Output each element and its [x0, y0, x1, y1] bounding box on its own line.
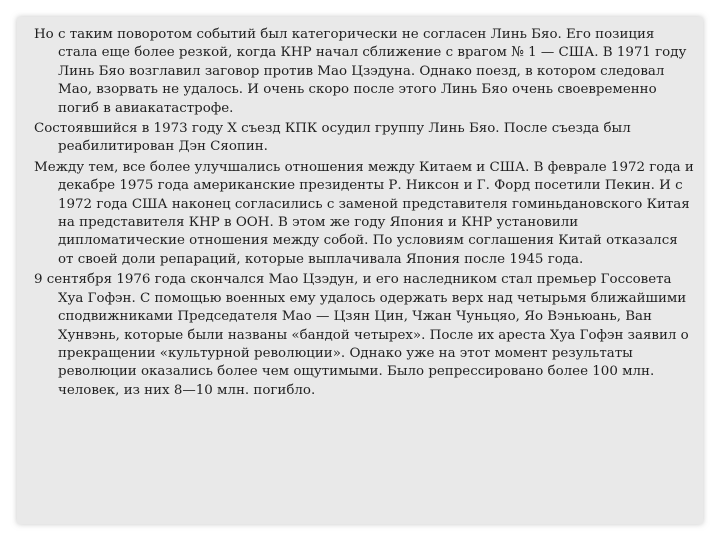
- paragraph-mao-death: 9 сентября 1976 года скончался Мао Цзэдун, и его наследником стал премьер Госсовета Хуа Гофэн. С помощью военных ему удалось одержать верх над четырьмя ближайшими сподвижниками Председателя Мао — Цзян Цин, Чжан Чуньцяо, Яо Вэньюань, Ван Хунвэнь, которые были названы «бандой четырех». После их ареста Хуа Гофэн заявил о прекращении «культурной революции». Однако уже на этот момент результаты революции оказались более чем ощутимыми. Было репрессировано более 100 млн. человек, из них 8—10 млн. погибло.: [34, 272, 689, 398]
- paragraph-china-usa-relations: Между тем, все более улучшались отношения между Китаем и США. В феврале 1972 года и декабре 1975 года американские президенты Р. Никсон и Г. Форд посетили Пекин. И с 1972 года США наконец согласились с заменой представителя гоминьдановского Китая на представителя КНР в ООН. В этом же году Япония и КНР установили дипломатические отношения между собой. По условиям соглашения Китай отказался от своей доли репараций, которые выплачивала Япония после 1945 года.: [34, 159, 694, 267]
- paragraph-x-congress: Состоявшийся в 1973 году X съезд КПК осудил группу Линь Бяо. После съезда был реабилитирован Дэн Сяопин.: [34, 121, 631, 155]
- paragraph-lin-biao: Но с таким поворотом событий был категорически не согласен Линь Бяо. Его позиция стала еще более резкой, когда КНР начал сближение с врагом № 1 — США. В 1971 году Линь Бяо возглавил заговор против Мао Цзэдуна. Однако поезд, в котором следовал Мао, взорвать не удалось. И очень скоро после этого Линь Бяо очень своевременно погиб в авиакатастрофе.: [34, 27, 687, 116]
- text-body: [34, 26, 694, 400]
